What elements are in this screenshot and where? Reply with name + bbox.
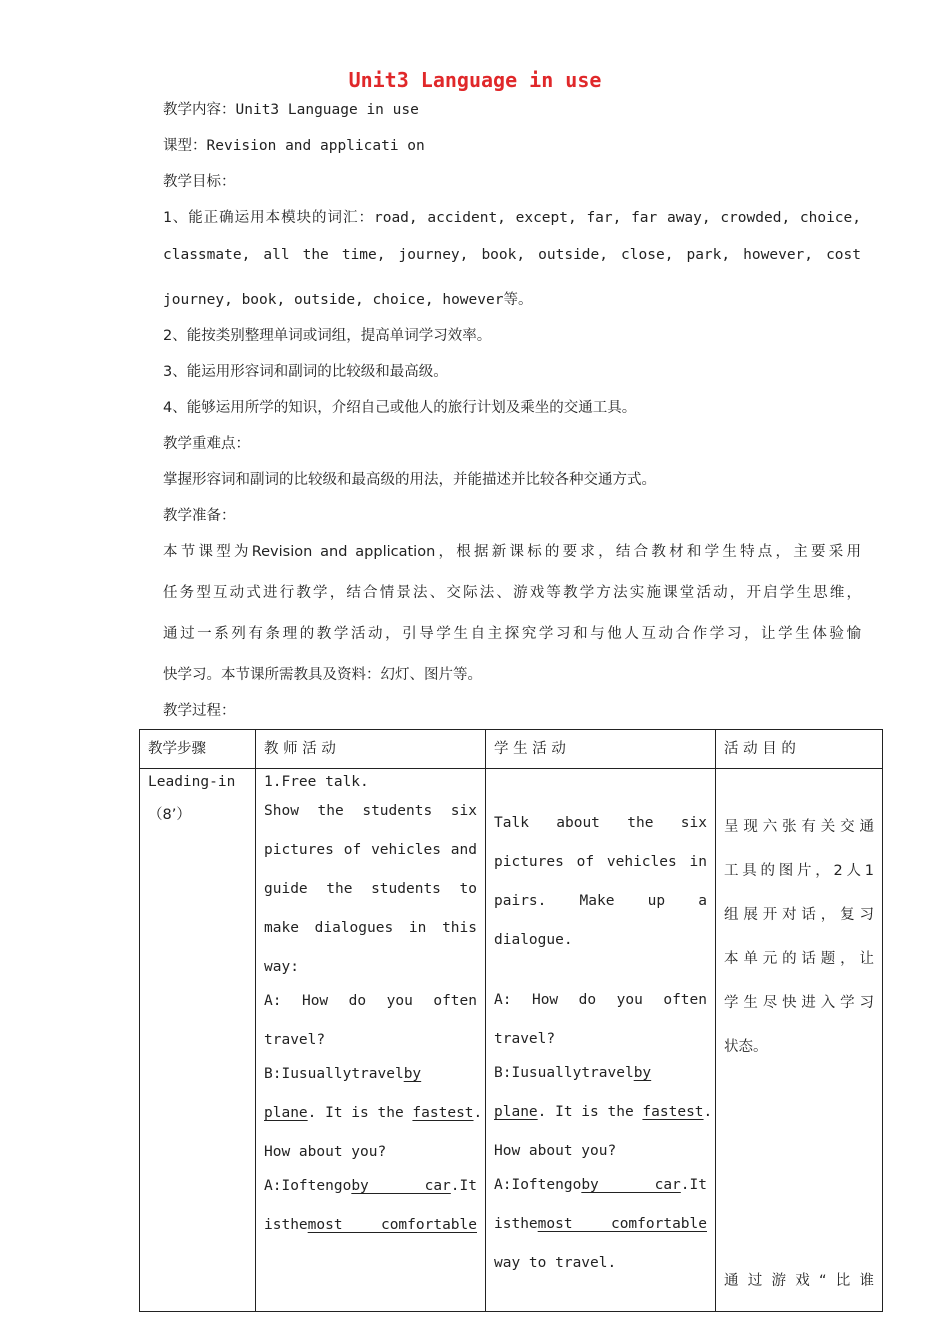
header-step: 教学步骤 (140, 730, 256, 769)
preparation-line-2: 任务型互动式进行教学，结合情景法、交际法、游戏等教学方法实施课堂活动，开启学生思维， (163, 585, 861, 601)
course-type-line: 课型：Revision and applicati on (163, 138, 425, 154)
step-duration: （8’） (148, 807, 191, 823)
objectives-heading: 教学目标： (163, 174, 236, 190)
header-student-activity: 学 生 活 动 (486, 730, 716, 769)
teacher-line: plane. It is the fastest. (264, 1105, 483, 1121)
student-line: plane. It is the fastest. (494, 1104, 713, 1120)
purpose-line: 组展开对话，复习 (724, 907, 874, 923)
student-line: pairs. Make up a (494, 893, 707, 909)
purpose-line: 本单元的话题，让 (724, 951, 874, 967)
teacher-line: Show the students six (264, 803, 477, 819)
student-line: travel? (494, 1031, 556, 1047)
header-teacher-activity: 教 师 活 动 (256, 730, 486, 769)
teacher-line: way: (264, 959, 299, 975)
student-line: How about you? (494, 1143, 617, 1159)
purpose-line: 通过游戏“比谁 (724, 1273, 874, 1289)
purpose-line: 状态。 (724, 1039, 768, 1055)
student-line: isthemost comfortable (494, 1216, 707, 1232)
teacher-line: isthemost comfortable (264, 1217, 477, 1233)
student-line: A: How do you often (494, 992, 707, 1008)
preparation-line-1: 本节课型为Revision and application，根据新课标的要求，结合教材和学生特点，主要采用 (163, 544, 861, 560)
student-line: A:Ioftengoby car.It (494, 1177, 707, 1193)
objective-4: 4、能够运用所学的知识，介绍自己或他人的旅行计划及乘坐的交通工具。 (163, 400, 637, 416)
document-title: Unit3 Language in use (348, 68, 602, 92)
content-line: 教学内容：Unit3 Language in use (163, 102, 419, 118)
step-cell (140, 769, 256, 1312)
student-line: Talk about the six (494, 815, 707, 831)
student-line: dialogue. (494, 932, 573, 948)
teacher-activity-cell (256, 769, 486, 1312)
student-line: B:Iusuallytravelby (494, 1065, 652, 1081)
purpose-line: 呈现六张有关交通 (724, 819, 874, 835)
key-points-heading: 教学重难点： (163, 436, 250, 452)
header-purpose: 活 动 目 的 (716, 730, 883, 769)
teacher-line: travel? (264, 1032, 326, 1048)
teacher-line: How about you? (264, 1144, 387, 1160)
process-heading: 教学过程： (163, 703, 236, 719)
key-points-text: 掌握形容词和副词的比较级和最高级的用法，并能描述并比较各种交通方式。 (163, 472, 656, 488)
objective-1-line-2: classmate, all the time, journey, book, outside, close, park, however, cost (163, 247, 861, 263)
teacher-line: guide the students to (264, 881, 477, 897)
lesson-process-table (139, 729, 883, 1312)
student-line: way to travel. (494, 1255, 617, 1271)
objective-3: 3、能运用形容词和副词的比较级和最高级。 (163, 364, 448, 380)
preparation-line-4: 快学习。本节课所需教具及资料：幻灯、图片等。 (163, 667, 482, 683)
student-activity-cell (486, 769, 716, 1312)
teacher-line: make dialogues in this (264, 920, 477, 936)
teacher-line: A: How do you often (264, 993, 477, 1009)
purpose-line: 学生尽快进入学习 (724, 995, 874, 1011)
purpose-line: 工具的图片，2人1 (724, 863, 874, 879)
step-name: Leading-in (148, 774, 236, 790)
purpose-cell (716, 769, 883, 1312)
preparation-heading: 教学准备： (163, 508, 236, 524)
objective-1-line-3: journey, book, outside, choice, however等。 (163, 292, 533, 308)
teacher-line: pictures of vehicles and (264, 842, 477, 858)
teacher-line: 1.Free talk. (264, 774, 369, 790)
table-header-row (140, 730, 883, 769)
table-row (140, 769, 883, 1312)
teacher-line: A:Ioftengoby car.It (264, 1178, 477, 1194)
student-line: pictures of vehicles in (494, 854, 707, 870)
teacher-line: B:Iusuallytravelby (264, 1066, 422, 1082)
objective-2: 2、能按类别整理单词或词组，提高单词学习效率。 (163, 328, 492, 344)
objective-1-line-1: 1、能正确运用本模块的词汇：road, accident, except, far, far away, crowded, choice, (163, 210, 861, 226)
preparation-line-3: 通过一系列有条理的教学活动，引导学生自主探究学习和与他人互动合作学习，让学生体验愉 (163, 626, 861, 642)
